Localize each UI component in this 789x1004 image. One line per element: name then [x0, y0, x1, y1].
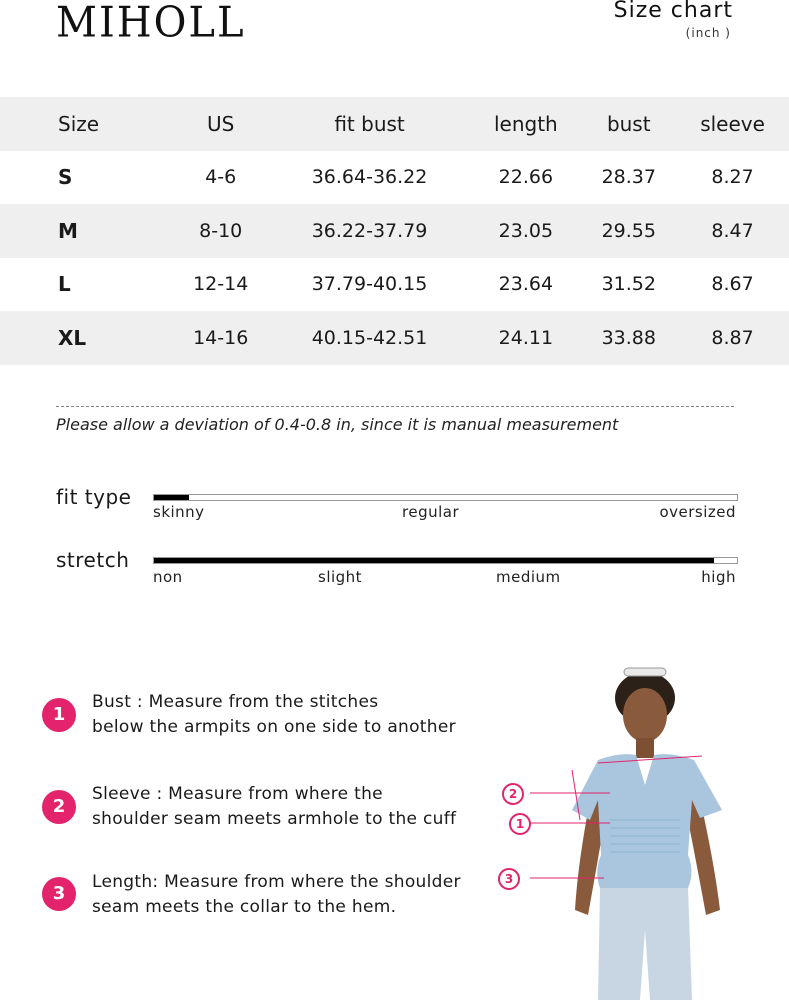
stretch-label: stretch [56, 548, 130, 572]
table-cell: L [58, 272, 71, 297]
column-header: bust [606, 111, 651, 136]
table-cell: 36.64-36.22 [311, 166, 428, 189]
column-header: sleeve [700, 111, 765, 136]
step-number-badge: 1 [42, 698, 76, 732]
stretch-tick: high [701, 568, 736, 586]
instruction-line: Sleeve : Measure from where the [92, 784, 383, 804]
column-header: length [493, 111, 558, 136]
step-number-badge: 2 [42, 790, 76, 824]
page-title: Size chart [613, 0, 733, 23]
table-row [0, 311, 789, 365]
deviation-note: Please allow a deviation of 0.4-0.8 in, since it is manual measurement [56, 415, 619, 434]
table-cell: 24.11 [498, 326, 554, 349]
fit-type-tick: regular [402, 503, 460, 521]
model-illustration [500, 660, 760, 1000]
photo-marker: 2 [502, 783, 524, 805]
instruction-line: below the armpits on one side to another [92, 717, 456, 737]
sleeve-instruction [92, 782, 482, 832]
instruction-line: shoulder seam meets armhole to the cuff [92, 809, 457, 829]
step-number-badge: 3 [42, 877, 76, 911]
table-cell: 23.64 [498, 273, 554, 296]
table-cell: 22.66 [498, 166, 554, 189]
column-header: US [207, 111, 235, 136]
fit-type-tick: skinny [153, 503, 205, 521]
instruction-line: Length: Measure from where the shoulder [92, 872, 461, 892]
table-cell: 40.15-42.51 [311, 326, 428, 349]
table-cell: 28.37 [601, 166, 656, 189]
size-table [0, 97, 789, 365]
instruction-line: Bust : Measure from the stitches [92, 692, 379, 712]
table-cell: S [58, 165, 73, 190]
model-photo [500, 660, 760, 1000]
length-instruction [92, 870, 482, 920]
stretch-tick: non [153, 568, 183, 586]
unit-label: (inch ) [685, 26, 731, 40]
table-cell: 33.88 [601, 326, 656, 349]
brand-logo: MIHOLL [56, 0, 246, 48]
table-cell: 8.67 [711, 273, 754, 296]
dashed-divider [56, 406, 734, 407]
fit-type-bar [153, 494, 738, 501]
column-header: Size [58, 111, 100, 136]
fit-type-fill [154, 495, 189, 500]
photo-marker: 1 [509, 813, 531, 835]
table-cell: 4-6 [205, 166, 237, 189]
table-cell: 8.87 [711, 326, 754, 349]
table-cell: 14-16 [193, 326, 249, 349]
bust-instruction [92, 690, 482, 740]
table-cell: 23.05 [498, 219, 554, 242]
table-row [0, 204, 789, 258]
fit-type-label: fit type [56, 485, 132, 509]
table-cell: 29.55 [601, 219, 656, 242]
table-row [0, 258, 789, 312]
table-header-row [0, 97, 789, 151]
photo-marker: 3 [498, 868, 520, 890]
instruction-line: seam meets the collar to the hem. [92, 897, 397, 917]
table-cell: 31.52 [601, 273, 656, 296]
column-header: fit bust [334, 111, 405, 136]
table-row [0, 151, 789, 205]
table-cell: 36.22-37.79 [311, 219, 428, 242]
stretch-bar [153, 557, 738, 564]
table-cell: 12-14 [193, 273, 249, 296]
stretch-tick: medium [496, 568, 561, 586]
table-cell: M [58, 218, 78, 243]
table-cell: 8-10 [199, 219, 243, 242]
fit-type-tick: oversized [659, 503, 736, 521]
table-cell: 8.27 [711, 166, 754, 189]
stretch-tick: slight [318, 568, 363, 586]
table-cell: 37.79-40.15 [311, 273, 428, 296]
table-cell: XL [58, 325, 87, 350]
table-cell: 8.47 [711, 219, 754, 242]
stretch-fill [154, 558, 714, 563]
